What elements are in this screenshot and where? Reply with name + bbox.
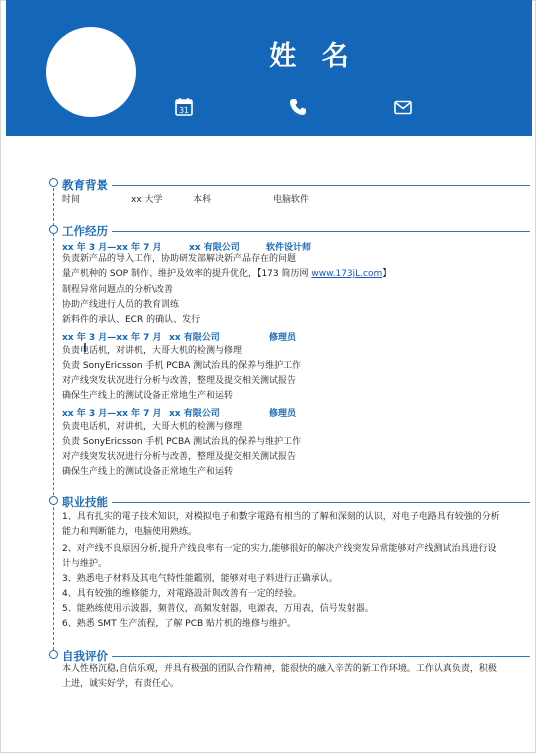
skill-item: 3、熟悉电子材料及其电气特性能鑑别，能够对电子料进行正确承认。 [62,574,338,584]
section-rule [112,656,530,657]
education-major: 电脑软件 [273,195,310,205]
job-detail: 确保生产线上的测试设备正常地生产和运转 [62,391,234,401]
job-detail: 负责电话机，对讲机，大哥大机的检测与修理 [62,346,243,356]
phone-icon [287,96,309,118]
education-school: xx 大学 [131,195,163,205]
name-title: 姓 名 [269,41,357,72]
education-time: 时间 [62,195,81,205]
calendar-day: 31 [179,106,189,115]
section-title-skills: 职业技能 [62,495,108,509]
section-dot [49,225,58,234]
avatar[interactable] [46,27,136,117]
job-detail-with-note [62,268,391,281]
job-company: xx 有限公司 [169,409,220,419]
job-period: xx 年 3 月—xx 年 7 月 [62,333,162,343]
note-prefix: 【173 简历网 [256,269,312,279]
skill-item: 4、具有较強的维修能力，对電路設計與改善有一定的经验。 [62,589,302,599]
job-detail: 确保生产线上的测试设备正常地生产和运转 [62,467,234,477]
job-detail: 对产线突发状况进行分析与改善，整理及提交相关测试报告 [62,452,297,462]
skill-item: 1、具有扎实的電子技术知识，对模拟电子和數字電路有相当的了解和深刻的认识，对电子电路具有较強的分析能力和判断能力，电脑使用熟练。 [62,512,500,537]
job-detail: 负责 SonyEricsson 手机 PCBA 测试治具的保养与维护工作 [62,437,302,447]
section-title-education: 教育背景 [62,178,108,192]
section-rule [112,231,530,232]
job-position: 修理员 [269,333,297,343]
job-detail: 协助产线进行人员的教育训练 [62,300,180,310]
job-detail: 新料件的承认、ECR 的确认、发行 [62,315,201,325]
note-suffix: 】 [382,269,392,279]
job-detail: 负责电话机，对讲机，大哥大机的检测与修理 [62,422,243,432]
skill-item: 2、对产线不良原因分析,提升产线良率有一定的实力,能够很好的解决产线突发异常能够对产线测试治具进行设计与维护。 [62,544,497,569]
section-title-self-eval: 自我评价 [62,649,108,663]
job-position: 修理员 [269,409,297,419]
resume-header [6,0,532,136]
calendar-icon [173,96,195,118]
job-detail: 对产线突发状况进行分析与改善，整理及提交相关测试报告 [62,376,297,386]
job-detail: 负责新产品的导入工作，协助研发部解决新产品存在的问题 [62,254,297,264]
job-company: xx 有限公司 [189,243,240,253]
section-rule [112,185,530,186]
job-detail: 制程异常问题点的分析\改善 [62,285,174,295]
timeline-line [53,183,54,655]
skill-item: 6、熟悉 SMT 生产流程，了解 PCB 贴片机的维修与维护。 [62,619,297,629]
section-dot [49,650,58,659]
section-title-work: 工作经历 [62,224,108,238]
job-period: xx 年 3 月—xx 年 7 月 [62,243,162,253]
job-detail: 量产机种的 SOP 制作、维护及效率的提升优化， [62,269,257,279]
section-dot [49,178,58,187]
job-period: xx 年 3 月—xx 年 7 月 [62,409,162,419]
skill-item: 5、能熟练使用示波器，频普仪，高頻发射器，电源表，万用表，信号发射器。 [62,604,374,614]
mail-icon [392,96,414,118]
section-dot [49,496,58,505]
section-rule [112,502,530,503]
job-detail: 负责 SonyEricsson 手机 PCBA 测试治具的保养与维护工作 [62,361,302,371]
education-degree: 本科 [193,195,212,205]
self-eval-text: 本人性格沉稳,自信乐观，并具有极强的团队合作精神，能很快的融入辛苦的新工作环境。工作认真负责，积极上进，诚实好学，有责任心。 [62,664,497,689]
job-company: xx 有限公司 [169,333,220,343]
job-position: 软件设计师 [266,243,312,253]
website-link[interactable]: www.173jL.com [311,269,383,279]
